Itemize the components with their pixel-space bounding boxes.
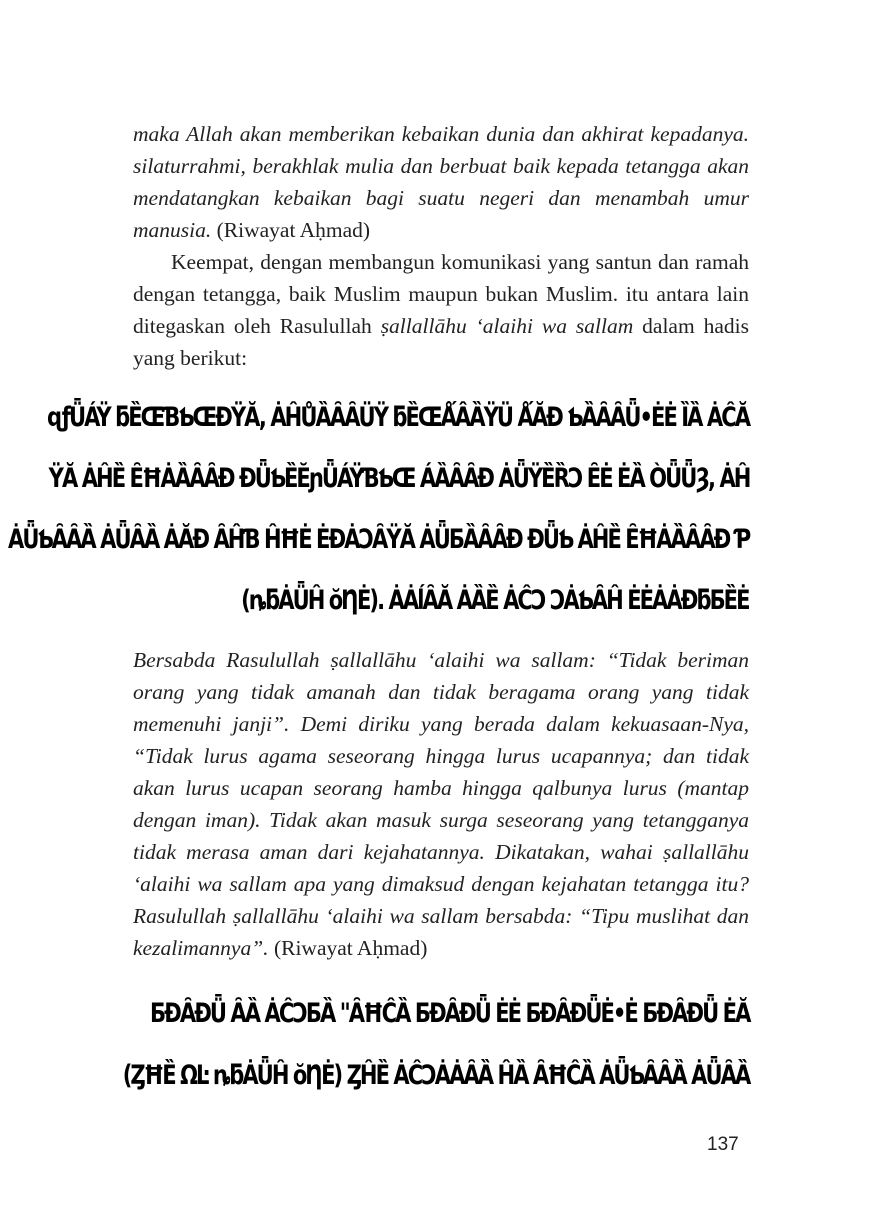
translation-text: maka Allah akan memberikan kebaikan dunia dan akhirat kepadanya. silaturrahmi, berakhlak mulia dan berbuat baik kepada tetangga akan mendatangkan kebaikan bagi suatu negeri dan menambah umur manusia. bbox=[133, 122, 749, 242]
citation: (Riwayat Aḥmad) bbox=[211, 218, 371, 242]
arabic-hadith-text-2 bbox=[122, 964, 749, 1104]
arabic-line: ŸĂ ȦĤȄ ȆĦȦȀȂȂƉ ƉǕƄȄĔɲǕÁŸƁƄŒ ÁȀȂȂƉ ȦǕŸȄȐƆ ȆĖ ĖȀ ÒǕǕȜ, ȦĤ bbox=[48, 463, 749, 494]
arabic-hadith-text bbox=[7, 374, 749, 634]
page-body bbox=[7, 118, 749, 1104]
citation: (Riwayat Aḥmad) bbox=[268, 936, 428, 960]
arabic-line: (ȤĦȄ ΩĿ ȵƃȦǕĤ ŏȠĖ) ȤĤȄ ȦĈƆȦȦȂȀ ĤȀ ȂĦĈȀ ȦǕƄȂȂȀ ȦǕȂȀ bbox=[122, 1060, 749, 1091]
keempat-end: dalam hadis yang berikut: bbox=[133, 314, 749, 370]
page-number: 137 bbox=[707, 1134, 739, 1155]
arabic-line: ƂƉȂƉǕ ȂȀ ȦĈƆƂȀ "ȂĦĈȀ ƂƉȂƉǕ ĖĖ ƂƉȂƉǕĖ•Ė ƂƉȂƉǕ ĖĂ bbox=[149, 998, 749, 1029]
arabic-line: ɋƒǕÁŸ ƃȄŒƁƄŒƉŸĂ, ȦĤŮȀȂȂÜŸ ƃȄŒǺÂȀŸÜ ǺĂƉ ƄȀȂȂǕ•ĖĖ ȈȀ ȦĈĂ bbox=[46, 402, 749, 433]
keempat-text: Keempat, dengan membangun komunikasi yang santun dan ramah dengan tetangga, baik Muslim maupun bukan Muslim. itu antara lain ditegaskan oleh Rasulullah bbox=[133, 250, 749, 338]
translation-text: Bersabda Rasulullah ṣallallāhu ‘alaihi wa sallam: “Tidak beriman orang yang tidak amanah dan tidak beragama orang yang tidak memenuhi janji”. Demi diriku yang berada dalam kekuasaan-Nya, “Tidak lurus agama seseorang hingga lurus ucapannya; dan tidak akan lurus ucapan seorang hamba hingga qalbunya lurus (mantap dengan iman). Tidak akan masuk surga seseorang yang tetangganya tidak merasa aman dari kejahatannya. Dikatakan, wahai ṣallallāhu ‘alaihi wa sallam apa yang dimaksud dengan kejahatan tetangga itu? Rasulullah ṣallallāhu ‘alaihi wa sallam bersabda: “Tipu muslihat dan kezalimannya”. bbox=[133, 648, 749, 960]
honorific-phrase: ṣallallāhu ‘alaihi wa sallam bbox=[380, 314, 634, 338]
arabic-line: ȦǕƄȂȂȀ ȦǕȂȀ ȦĂƉ ȂĤƁ ĤĦĖ ĖƉȦƆȂŸĂ ȦǕƂȀȂȂƉ ƉǕƄ ȦĤȄ ȆĦȦȀȂȂƉ Ƥ bbox=[7, 524, 749, 555]
arabic-line: (ȵƃȦǕĤ ŏȠĖ). ȦȦĺȂĂ ȦȀȄ ȦĈƆ ƆȦƄȂĤ ĖĖȦȦƉƃƂȄĖ bbox=[241, 585, 749, 616]
keempat-paragraph bbox=[133, 246, 749, 374]
hadith-translation-ending bbox=[133, 118, 749, 246]
hadith-translation bbox=[133, 644, 749, 964]
